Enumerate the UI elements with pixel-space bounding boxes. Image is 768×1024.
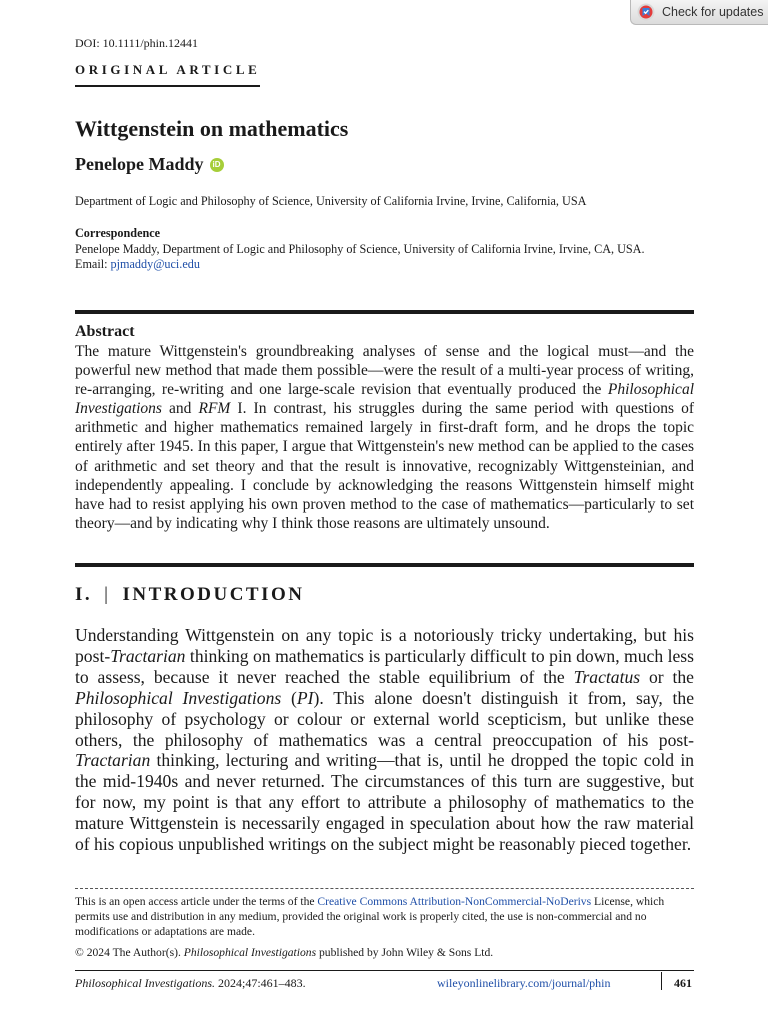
- section-heading: [75, 584, 305, 606]
- doi: DOI: 10.1111/phin.12441: [75, 36, 198, 50]
- copyright-text: published by John Wiley & Sons Ltd.: [316, 946, 494, 959]
- journal-url-link[interactable]: wileyonlinelibrary.com/journal/phin: [437, 976, 611, 990]
- email-link[interactable]: pjmaddy@uci.edu: [110, 257, 200, 271]
- article-title: Wittgenstein on mathematics: [75, 116, 349, 141]
- footnote-divider: [75, 888, 694, 889]
- abstract-top-rule: [75, 310, 694, 314]
- license-link[interactable]: Creative Commons Attribution-NonCommercial-NoDerivs: [317, 895, 592, 908]
- author-name[interactable]: Penelope Maddy: [75, 154, 204, 174]
- abstract-text-segment: and: [161, 400, 199, 418]
- abstract-text: [75, 342, 694, 533]
- abstract-italic-rfm: RFM: [198, 400, 231, 418]
- intro-paragraph: [75, 625, 694, 855]
- intro-italic: Tractarian: [75, 750, 151, 771]
- intro-text-segment: thinking, lecturing and writing—that is, until he dropped the topic cold in the mid-1940s and never returned. The circumstances of this turn are suggestive, but for now, my point is that any effort to attribute a philosophy of mathematics to the mature Wittgenstein is necessarily engaged in speculation about how the raw material of his copious unpublished writings on the subject might be reasonably pieced together.: [75, 750, 694, 855]
- correspondence-label: Correspondence: [75, 226, 161, 240]
- journal-citation: [75, 976, 306, 991]
- author-line: [75, 154, 224, 175]
- check-for-updates-button[interactable]: [630, 0, 768, 25]
- journal-name: Philosophical Investigations.: [75, 976, 215, 990]
- intro-italic: Tractarian: [110, 645, 186, 666]
- abstract-text-segment: The mature Wittgenstein's groundbreaking analyses of sense and the logical must—and the powerful new method that made them possible—were the result of a multi-year process of writing, re-arranging, re-writing and one large-scale revision that eventually produced the: [75, 343, 694, 399]
- article-type-label: ORIGINAL ARTICLE: [75, 62, 260, 87]
- email-line: [75, 257, 695, 273]
- section-number: I.: [75, 584, 93, 605]
- abstract-text-segment: I. In contrast, his struggles during the same period with questions of arithmetic and higher mathematics remained largely in first-draft form, and he drops the topic entirely after 1945. In this paper, I argue that Wittgenstein's new method can be applied to the cases of arithmetic and set theory and that the result is innovative, recognizably Wittgensteinian, and independently appealing. I conclude by acknowledging the reasons Wittgenstein himself might have had to resist applying his own proven method to the case of mathematics—particularly to set theory—and by indicating why I think those reasons are ultimately unsound.: [75, 400, 694, 532]
- abstract-italic-title: Philosophical Investigations: [75, 381, 694, 418]
- footer-rule: [75, 970, 694, 971]
- correspondence-block: [75, 226, 695, 273]
- check-for-updates-label: Check for updates: [662, 5, 764, 19]
- copyright-line: [75, 946, 493, 959]
- section-separator: |: [104, 584, 111, 605]
- intro-text-segment: thinking on mathematics is particularly difficult to pin down, much less to assess, because it never reached the stable equilibrium of the: [75, 645, 694, 687]
- email-label: Email:: [75, 257, 111, 271]
- intro-italic: Philosophical Investigations: [75, 687, 282, 708]
- intro-text-segment: (: [281, 687, 297, 708]
- section-title: INTRODUCTION: [122, 584, 305, 605]
- license-note: [75, 894, 694, 940]
- citation-details: 2024;47:461–483.: [215, 976, 306, 990]
- intro-italic: Tractatus: [573, 666, 641, 687]
- license-text: This is an open access article under the terms of the: [75, 895, 318, 908]
- intro-text-segment: or the: [640, 666, 694, 687]
- correspondence-text: Penelope Maddy, Department of Logic and Philosophy of Science, University of California Irvine, Irvine, CA, USA.: [75, 241, 645, 256]
- orcid-icon[interactable]: iD: [210, 158, 224, 172]
- intro-italic: PI: [296, 687, 314, 708]
- copyright-text: © 2024 The Author(s).: [75, 946, 184, 959]
- footer-divider: [661, 972, 662, 990]
- copyright-journal: Philosophical Investigations: [183, 946, 317, 959]
- intro-text-segment: Understanding Wittgenstein on any topic is a notoriously tricky undertaking, but his post-: [75, 625, 694, 666]
- page-number: 461: [674, 976, 692, 990]
- abstract-block: [75, 322, 694, 533]
- intro-text-segment: ). This alone doesn't distinguish it from, say, the philosophy of psychology or colour or external world scepticism, but unlike these others, the philosophy of mathematics was a central preoccupation of his post-: [75, 687, 695, 750]
- affiliation: Department of Logic and Philosophy of Science, University of California Irvine, Irvine, California, USA: [75, 194, 587, 208]
- license-text: License, which permits use and distribution in any medium, provided the original work is properly cited, the use is non-commercial and no modifications or adaptations are made.: [75, 895, 665, 939]
- abstract-bottom-rule: [75, 563, 694, 567]
- crossmark-icon: [637, 3, 655, 21]
- abstract-heading: Abstract: [75, 323, 135, 340]
